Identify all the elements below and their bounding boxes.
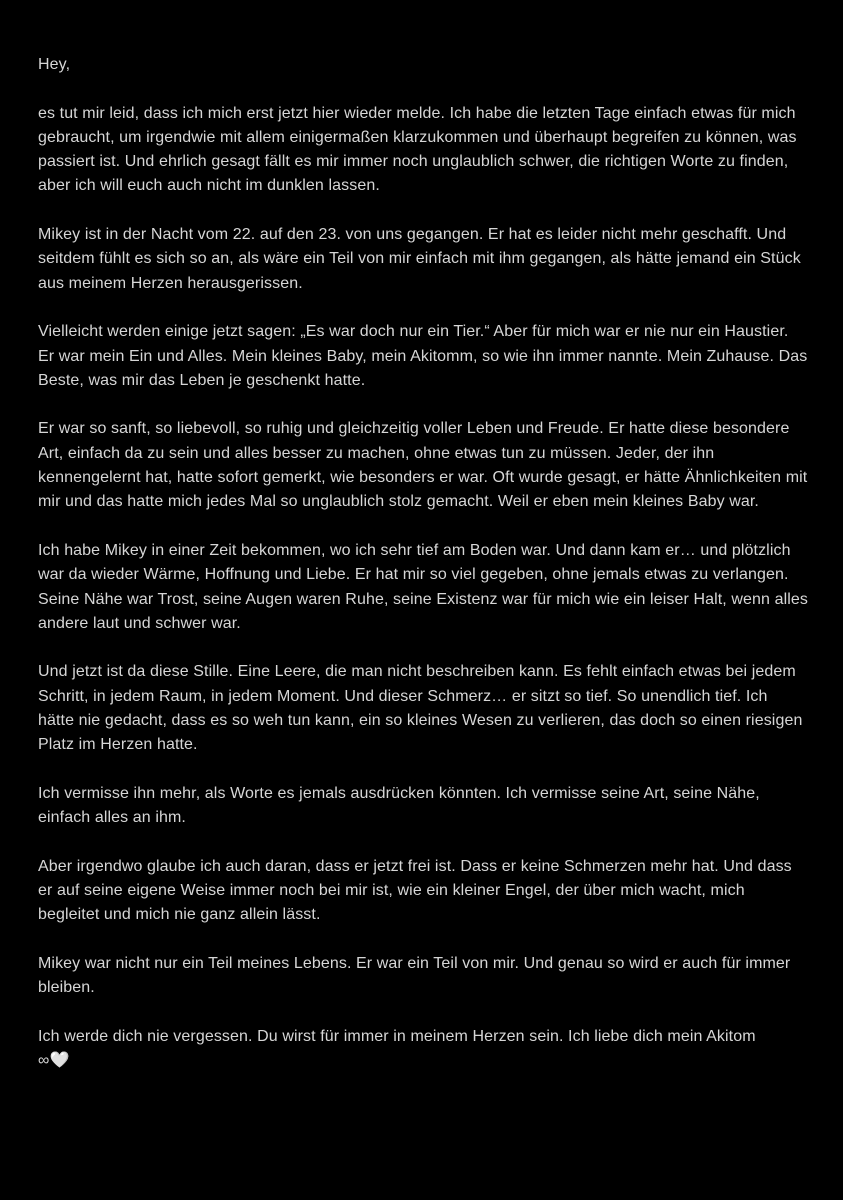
paragraph-5: Ich habe Mikey in einer Zeit bekommen, wo ich sehr tief am Boden war. Und dann kam er… und plötzlich war da wieder Wärme, Hoffnung und Liebe. Er hat mir so viel gegeben, ohne jemals etwas zu verlangen. Seine Nähe war Trost, seine Augen waren Ruhe, seine Existenz war für mich wie ein leiser Halt, wenn alles andere laut und schwer war. bbox=[38, 541, 808, 632]
paragraph-4: Er war so sanft, so liebevoll, so ruhig und gleichzeitig voller Leben und Freude. Er hatte diese besondere Art, einfach da zu sein und alles besser zu machen, ohne etwas tun zu müssen. Jeder, der ihn kennengelernt hat, hatte sofort gemerkt, wie besonders er war. Oft wurde gesagt, er hätte Ähnlichkeiten mit mir und das hatte mich jedes Mal so unglaublich stolz gemacht. Weil er eben mein kleines Baby war. bbox=[38, 420, 808, 511]
closing-paragraph bbox=[38, 1025, 808, 1074]
paragraph-9: Mikey war nicht nur ein Teil meines Lebens. Er war ein Teil von mir. Und genau so wird er auch für immer bleiben. bbox=[38, 954, 791, 997]
letter-body bbox=[38, 53, 808, 1098]
closing-text: Ich werde dich nie vergessen. Du wirst für immer in meinem Herzen sein. Ich liebe dich mein Akitom bbox=[38, 1027, 756, 1045]
paragraph-6: Und jetzt ist da diese Stille. Eine Leere, die man nicht beschreiben kann. Es fehlt einfach etwas bei jedem Schritt, in jedem Raum, in jedem Moment. Und dieser Schmerz… er sitzt so tief. So unendlich tief. Ich hätte nie gedacht, dass es so weh tun kann, ein so kleines Wesen zu verlieren, das doch so einen riesigen Platz im Herzen hatte. bbox=[38, 663, 803, 754]
closing-symbols-line bbox=[38, 1049, 808, 1073]
paragraph-7: Ich vermisse ihn mehr, als Worte es jemals ausdrücken könnten. Ich vermisse seine Art, seine Nähe, einfach alles an ihm. bbox=[38, 784, 760, 827]
letter-greeting: Hey, bbox=[38, 56, 71, 73]
paragraph-8: Aber irgendwo glaube ich auch daran, dass er jetzt frei ist. Dass er keine Schmerzen mehr hat. Und dass er auf seine eigene Weise immer noch bei mir ist, wie ein kleiner Engel, der über mich wacht, mich begleitet und mich nie ganz allein lässt. bbox=[38, 857, 792, 924]
white-heart-icon: 🤍 bbox=[49, 1052, 70, 1070]
paragraph-3: Vielleicht werden einige jetzt sagen: „Es war doch nur ein Tier.“ Aber für mich war er nie nur ein Haustier. Er war mein Ein und Alles. Mein kleines Baby, mein Akitomm, so wie ihn immer nannte. Mein Zuhause. Das Beste, was mir das Leben je geschenkt hatte. bbox=[38, 323, 808, 389]
paragraph-2: Mikey ist in der Nacht vom 22. auf den 23. von uns gegangen. Er hat es leider nicht mehr geschafft. Und seitdem fühlt es sich so an, als wäre ein Teil von mir einfach mit ihm gegangen, als hätte jemand ein Stück aus meinem Herzen herausgerissen. bbox=[38, 226, 801, 292]
paragraph-1: es tut mir leid, dass ich mich erst jetzt hier wieder melde. Ich habe die letzten Tage einfach etwas für mich gebraucht, um irgendwie mit allem einigermaßen klarzukommen und überhaupt begreifen zu können, was passiert ist. Und ehrlich gesagt fällt es mir immer noch unglaublich schwer, die richtigen Worte zu finden, aber ich will euch auch nicht im dunklen lassen. bbox=[38, 104, 797, 195]
infinity-icon: ∞ bbox=[38, 1052, 50, 1070]
